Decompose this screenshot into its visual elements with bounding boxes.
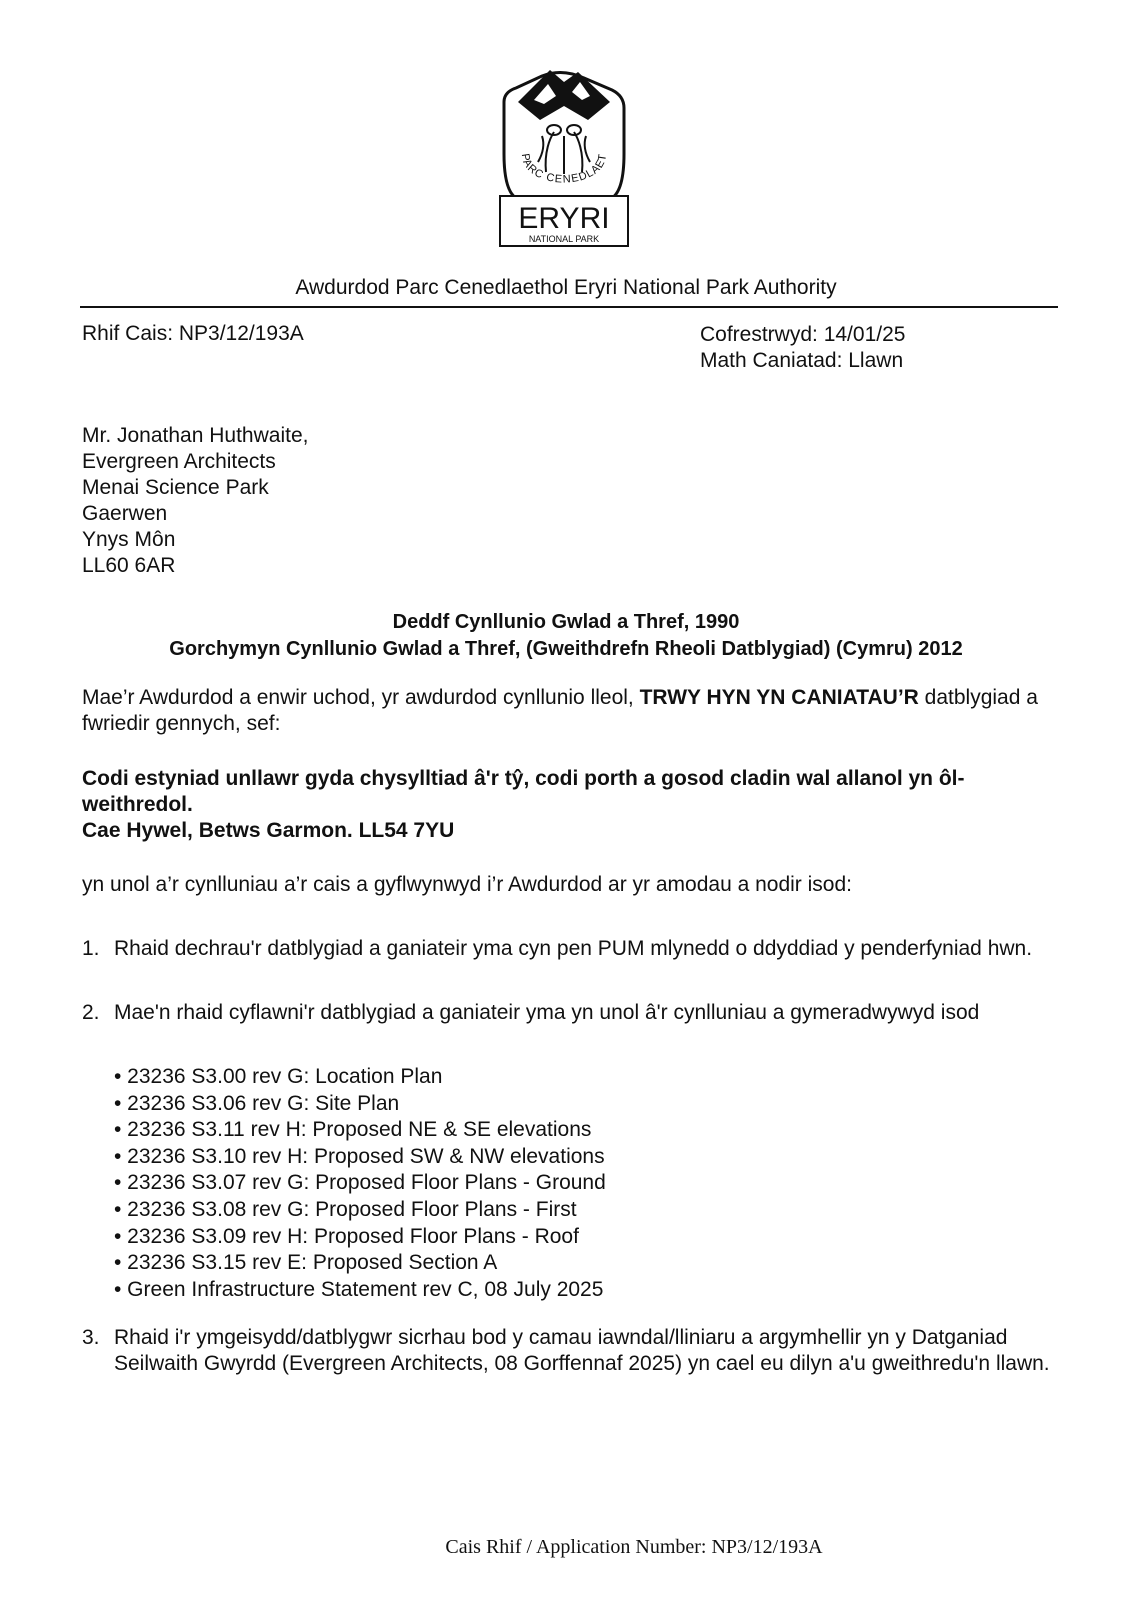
intro-bold-text: TRWY HYN YN CANIATAU’R	[639, 686, 919, 709]
plan-item: • 23236 S3.11 rev H: Proposed NE & SE elevations	[114, 1118, 592, 1142]
plan-item: • 23236 S3.10 rev H: Proposed SW & NW elevations	[114, 1144, 605, 1168]
legislation-heading	[0, 609, 1132, 663]
intro-text: Mae’r Awdurdod a enwir uchod, yr awdurdod cynllunio lleol,	[82, 686, 640, 709]
plan-item: • 23236 S3.08 rev G: Proposed Floor Plans - First	[114, 1197, 577, 1221]
mountain-logo-icon	[494, 62, 634, 252]
condition-item	[82, 1325, 1062, 1377]
condition-text: Mae'n rhaid cyflawni'r datblygiad a ganiateir yma yn unol â'r cynlluniau a gymeradwywyd isod	[114, 1001, 980, 1024]
registered-date: Cofrestrwyd: 14/01/25	[700, 323, 906, 346]
address-line: LL60 6AR	[82, 554, 176, 577]
logo-arc-text: PARC CENEDLAET	[518, 152, 610, 186]
eryri-national-park-logo	[494, 62, 634, 252]
logo-subtitle: NATIONAL PARK	[528, 234, 600, 244]
approved-plans-list	[114, 1064, 606, 1303]
address-line: Menai Science Park	[82, 476, 269, 499]
condition-number: 3.	[82, 1326, 100, 1349]
plan-item: • 23236 S3.09 rev H: Proposed Floor Plans - Roof	[114, 1224, 579, 1248]
header-divider	[80, 306, 1058, 308]
plan-item: • Green Infrastructure Statement rev C, 08 July 2025	[114, 1277, 604, 1301]
address-line: Mr. Jonathan Huthwaite,	[82, 424, 309, 447]
order-title: Gorchymyn Cynllunio Gwlad a Thref, (Gweithdrefn Rheoli Datblygiad) (Cymru) 2012	[169, 638, 963, 660]
logo-name: ERYRI	[518, 202, 610, 235]
authority-name: Awdurdod Parc Cenedlaethol Eryri National Park Authority	[295, 276, 837, 299]
condition-number: 2.	[82, 1001, 100, 1024]
condition-text: Rhaid i'r ymgeisydd/datblygwr sicrhau bod y camau iawndal/lliniaru a argymhellir yn y Datganiad Seilwaith Gwyrdd (Evergreen Architects, 08 Gorffennaf 2025) yn cael eu dilyn a'u gweithredu'n llawn.	[114, 1326, 1050, 1375]
registration-details	[700, 322, 905, 374]
act-title: Deddf Cynllunio Gwlad a Thref, 1990	[392, 611, 740, 633]
site-address: Cae Hywel, Betws Garmon. LL54 7YU	[82, 819, 455, 842]
permission-statement	[82, 685, 1062, 737]
address-line: Gaerwen	[82, 502, 168, 525]
condition-number: 1.	[82, 937, 100, 960]
permission-type: Math Caniatad: Llawn	[700, 349, 904, 372]
recipient-address	[82, 423, 308, 579]
plan-item: • 23236 S3.07 rev G: Proposed Floor Plans - Ground	[114, 1171, 606, 1195]
plan-item: • 23236 S3.06 rev G: Site Plan	[114, 1091, 400, 1115]
plan-item: • 23236 S3.00 rev G: Location Plan	[114, 1065, 443, 1088]
application-reference: Rhif Cais: NP3/12/193A	[82, 322, 304, 345]
condition-item	[82, 1000, 1062, 1026]
proposal-description: Codi estyniad unllawr gyda chysylltiad â'r tŷ, codi porth a gosod cladin wal allanol yn ôl-weithredol.	[82, 767, 965, 816]
address-line: Ynys Môn	[82, 528, 176, 551]
proposal-details	[82, 766, 1072, 844]
condition-item	[82, 936, 1062, 962]
address-line: Evergreen Architects	[82, 450, 276, 473]
intro-text-end: datblygiad a fwriedir gennych, sef:	[82, 686, 1038, 735]
condition-text: Rhaid dechrau'r datblygiad a ganiateir yma cyn pen PUM mlynedd o ddyddiad y penderfyniad hwn.	[114, 937, 1033, 960]
plan-item: • 23236 S3.15 rev E: Proposed Section A	[114, 1251, 498, 1275]
accordance-statement: yn unol a’r cynlluniau a’r cais a gyflwynwyd i’r Awdurdod ar yr amodau a nodir isod:	[82, 873, 852, 896]
page-footer: Cais Rhif / Application Number: NP3/12/193A	[445, 1536, 823, 1558]
